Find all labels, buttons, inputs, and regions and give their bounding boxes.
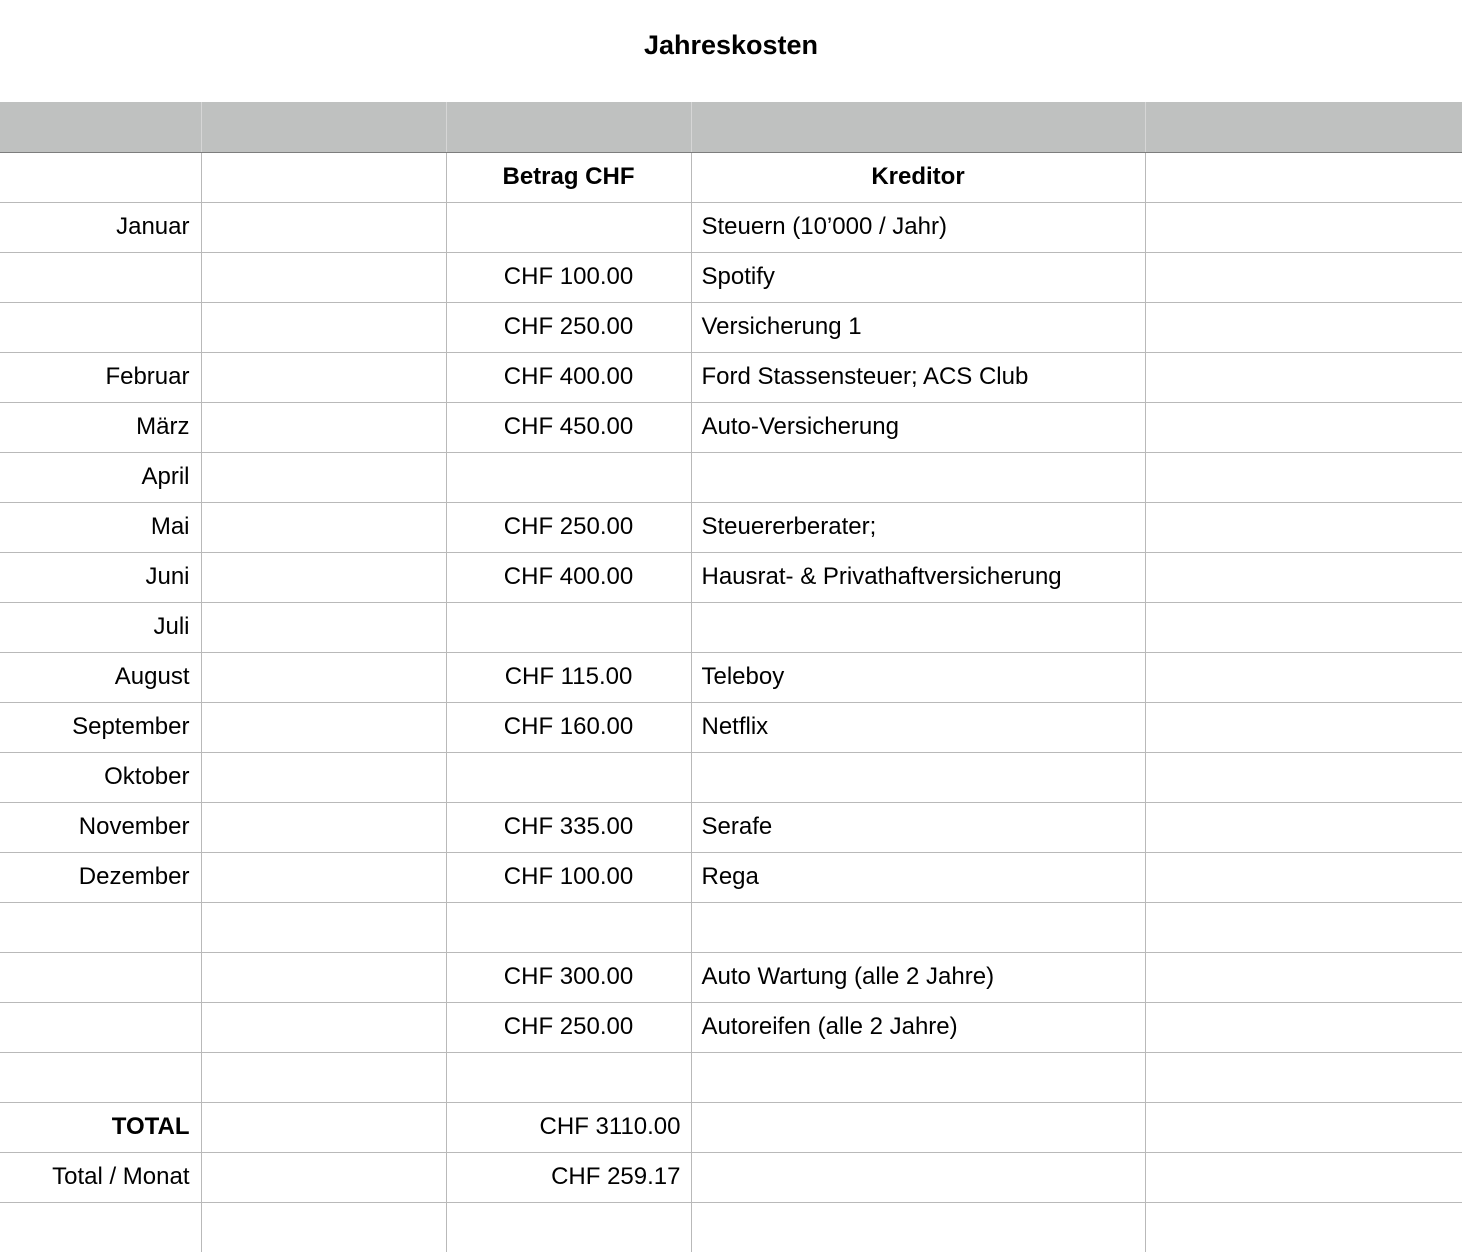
table-row [0,602,1462,652]
table-cell[interactable] [1145,502,1462,552]
creditor-column-title[interactable]: Kreditor [691,152,1145,202]
table-cell[interactable] [446,1202,691,1252]
table-row [0,552,1462,602]
table-cell[interactable] [1145,1202,1462,1252]
amount-column-title[interactable]: Betrag CHF [446,152,691,202]
table-cell[interactable] [201,352,446,402]
table-row [0,752,1462,802]
month-cell[interactable]: Juli [0,602,201,652]
table-row [0,902,1462,952]
table-row [0,702,1462,752]
month-cell[interactable]: Januar [0,202,201,252]
table-cell[interactable] [0,1202,201,1252]
table-cell[interactable] [1145,352,1462,402]
table-cell[interactable] [201,602,446,652]
table-row [0,402,1462,452]
amount-cell[interactable]: CHF 335.00 [446,802,691,852]
amount-cell[interactable]: CHF 100.00 [446,852,691,902]
header-cell[interactable] [1145,102,1462,152]
table-cell[interactable] [1145,1052,1462,1102]
amount-cell[interactable] [446,202,691,252]
amount-cell[interactable]: CHF 250.00 [446,302,691,352]
table-row [0,852,1462,902]
amount-cell[interactable]: CHF 250.00 [446,502,691,552]
spreadsheet-table [0,102,1462,1252]
table-cell[interactable] [201,552,446,602]
monthly-total-value[interactable]: CHF 259.17 [446,1152,691,1202]
amount-cell[interactable]: CHF 400.00 [446,352,691,402]
table-cell[interactable] [201,202,446,252]
amount-cell[interactable]: CHF 300.00 [446,952,691,1002]
table-cell[interactable] [1145,152,1462,202]
amount-cell[interactable]: CHF 160.00 [446,702,691,752]
creditor-cell[interactable]: Spotify [691,252,1145,302]
table-cell[interactable] [1145,402,1462,452]
table-cell[interactable] [1145,252,1462,302]
table-cell[interactable] [201,1002,446,1052]
amount-cell[interactable]: CHF 400.00 [446,552,691,602]
table-cell[interactable] [201,502,446,552]
creditor-cell[interactable] [691,752,1145,802]
amount-cell[interactable] [446,602,691,652]
table-cell[interactable] [691,1152,1145,1202]
month-cell[interactable] [0,902,201,952]
creditor-cell[interactable] [691,452,1145,502]
table-cell[interactable] [1145,902,1462,952]
creditor-cell[interactable]: Rega [691,852,1145,902]
month-cell[interactable] [0,302,201,352]
total-label[interactable]: TOTAL [0,1102,201,1152]
amount-cell[interactable] [446,752,691,802]
table-cell[interactable] [1145,302,1462,352]
month-cell[interactable] [0,1052,201,1102]
creditor-cell[interactable]: Serafe [691,802,1145,852]
table-cell[interactable] [0,152,201,202]
table-cell[interactable] [201,952,446,1002]
creditor-cell[interactable]: Autoreifen (alle 2 Jahre) [691,1002,1145,1052]
table-cell[interactable] [201,402,446,452]
header-cell[interactable] [0,102,201,152]
table-cell[interactable] [1145,802,1462,852]
table-cell[interactable] [201,1152,446,1202]
table-row [0,502,1462,552]
column-title-row [0,152,1462,202]
creditor-cell[interactable]: Auto Wartung (alle 2 Jahre) [691,952,1145,1002]
table-cell[interactable] [201,652,446,702]
total-value[interactable]: CHF 3110.00 [446,1102,691,1152]
month-cell[interactable]: November [0,802,201,852]
table-cell[interactable] [1145,602,1462,652]
table-row [0,202,1462,252]
amount-cell[interactable]: CHF 450.00 [446,402,691,452]
header-cell[interactable] [691,102,1145,152]
month-cell[interactable] [0,1002,201,1052]
table-cell[interactable] [201,1202,446,1252]
table-cell[interactable] [1145,1102,1462,1152]
amount-cell[interactable]: CHF 100.00 [446,252,691,302]
creditor-cell[interactable]: Versicherung 1 [691,302,1145,352]
amount-cell[interactable] [446,452,691,502]
amount-cell[interactable]: CHF 250.00 [446,1002,691,1052]
table-cell[interactable] [201,802,446,852]
table-cell[interactable] [1145,452,1462,502]
sheet-title: Jahreskosten [643,30,819,60]
creditor-cell[interactable]: Auto-Versicherung [691,402,1145,452]
header-cell[interactable] [201,102,446,152]
amount-cell[interactable] [446,902,691,952]
total-row [0,1102,1462,1152]
creditor-cell[interactable]: Steuererberater; [691,502,1145,552]
table-cell[interactable] [201,702,446,752]
month-cell[interactable] [0,252,201,302]
month-cell[interactable]: Juni [0,552,201,602]
table-cell[interactable] [691,1202,1145,1252]
amount-cell[interactable]: CHF 115.00 [446,652,691,702]
monthly-total-label[interactable]: Total / Monat [0,1152,201,1202]
creditor-cell[interactable] [691,1052,1145,1102]
month-cell[interactable]: September [0,702,201,752]
creditor-cell[interactable] [691,602,1145,652]
table-row [0,952,1462,1002]
month-cell[interactable] [0,952,201,1002]
table-row [0,252,1462,302]
month-cell[interactable]: April [0,452,201,502]
table-cell[interactable] [1145,1152,1462,1202]
table-cell[interactable] [1145,952,1462,1002]
table-cell[interactable] [1145,652,1462,702]
creditor-cell[interactable]: Hausrat- & Privathaftversicherung [691,552,1145,602]
header-row [0,102,1462,152]
table-cell[interactable] [1145,202,1462,252]
table-cell[interactable] [201,152,446,202]
table-cell[interactable] [201,1052,446,1102]
table-cell[interactable] [201,752,446,802]
table-row [0,452,1462,502]
creditor-cell[interactable]: Netflix [691,702,1145,752]
table-cell[interactable] [1145,752,1462,802]
table-cell[interactable] [201,1102,446,1152]
header-cell[interactable] [446,102,691,152]
creditor-cell[interactable]: Teleboy [691,652,1145,702]
table-row [0,802,1462,852]
month-cell[interactable]: Februar [0,352,201,402]
month-cell[interactable]: Dezember [0,852,201,902]
table-cell[interactable] [1145,1002,1462,1052]
table-row [0,652,1462,702]
table-row [0,302,1462,352]
amount-cell[interactable] [446,1052,691,1102]
table-cell[interactable] [201,852,446,902]
table-cell[interactable] [201,902,446,952]
month-cell[interactable]: März [0,402,201,452]
creditor-cell[interactable] [691,902,1145,952]
table-row [0,1202,1462,1252]
table-cell[interactable] [201,302,446,352]
table-row [0,1052,1462,1102]
month-cell[interactable]: Mai [0,502,201,552]
table-row [0,352,1462,402]
table-cell[interactable] [691,1102,1145,1152]
month-cell[interactable]: August [0,652,201,702]
month-cell[interactable]: Oktober [0,752,201,802]
table-cell[interactable] [201,252,446,302]
creditor-cell[interactable]: Ford Stassensteuer; ACS Club [691,352,1145,402]
table-cell[interactable] [1145,552,1462,602]
creditor-cell[interactable]: Steuern (10’000 / Jahr) [691,202,1145,252]
table-row [0,1002,1462,1052]
table-cell[interactable] [1145,852,1462,902]
table-cell[interactable] [1145,702,1462,752]
monthly-total-row [0,1152,1462,1202]
table-cell[interactable] [201,452,446,502]
